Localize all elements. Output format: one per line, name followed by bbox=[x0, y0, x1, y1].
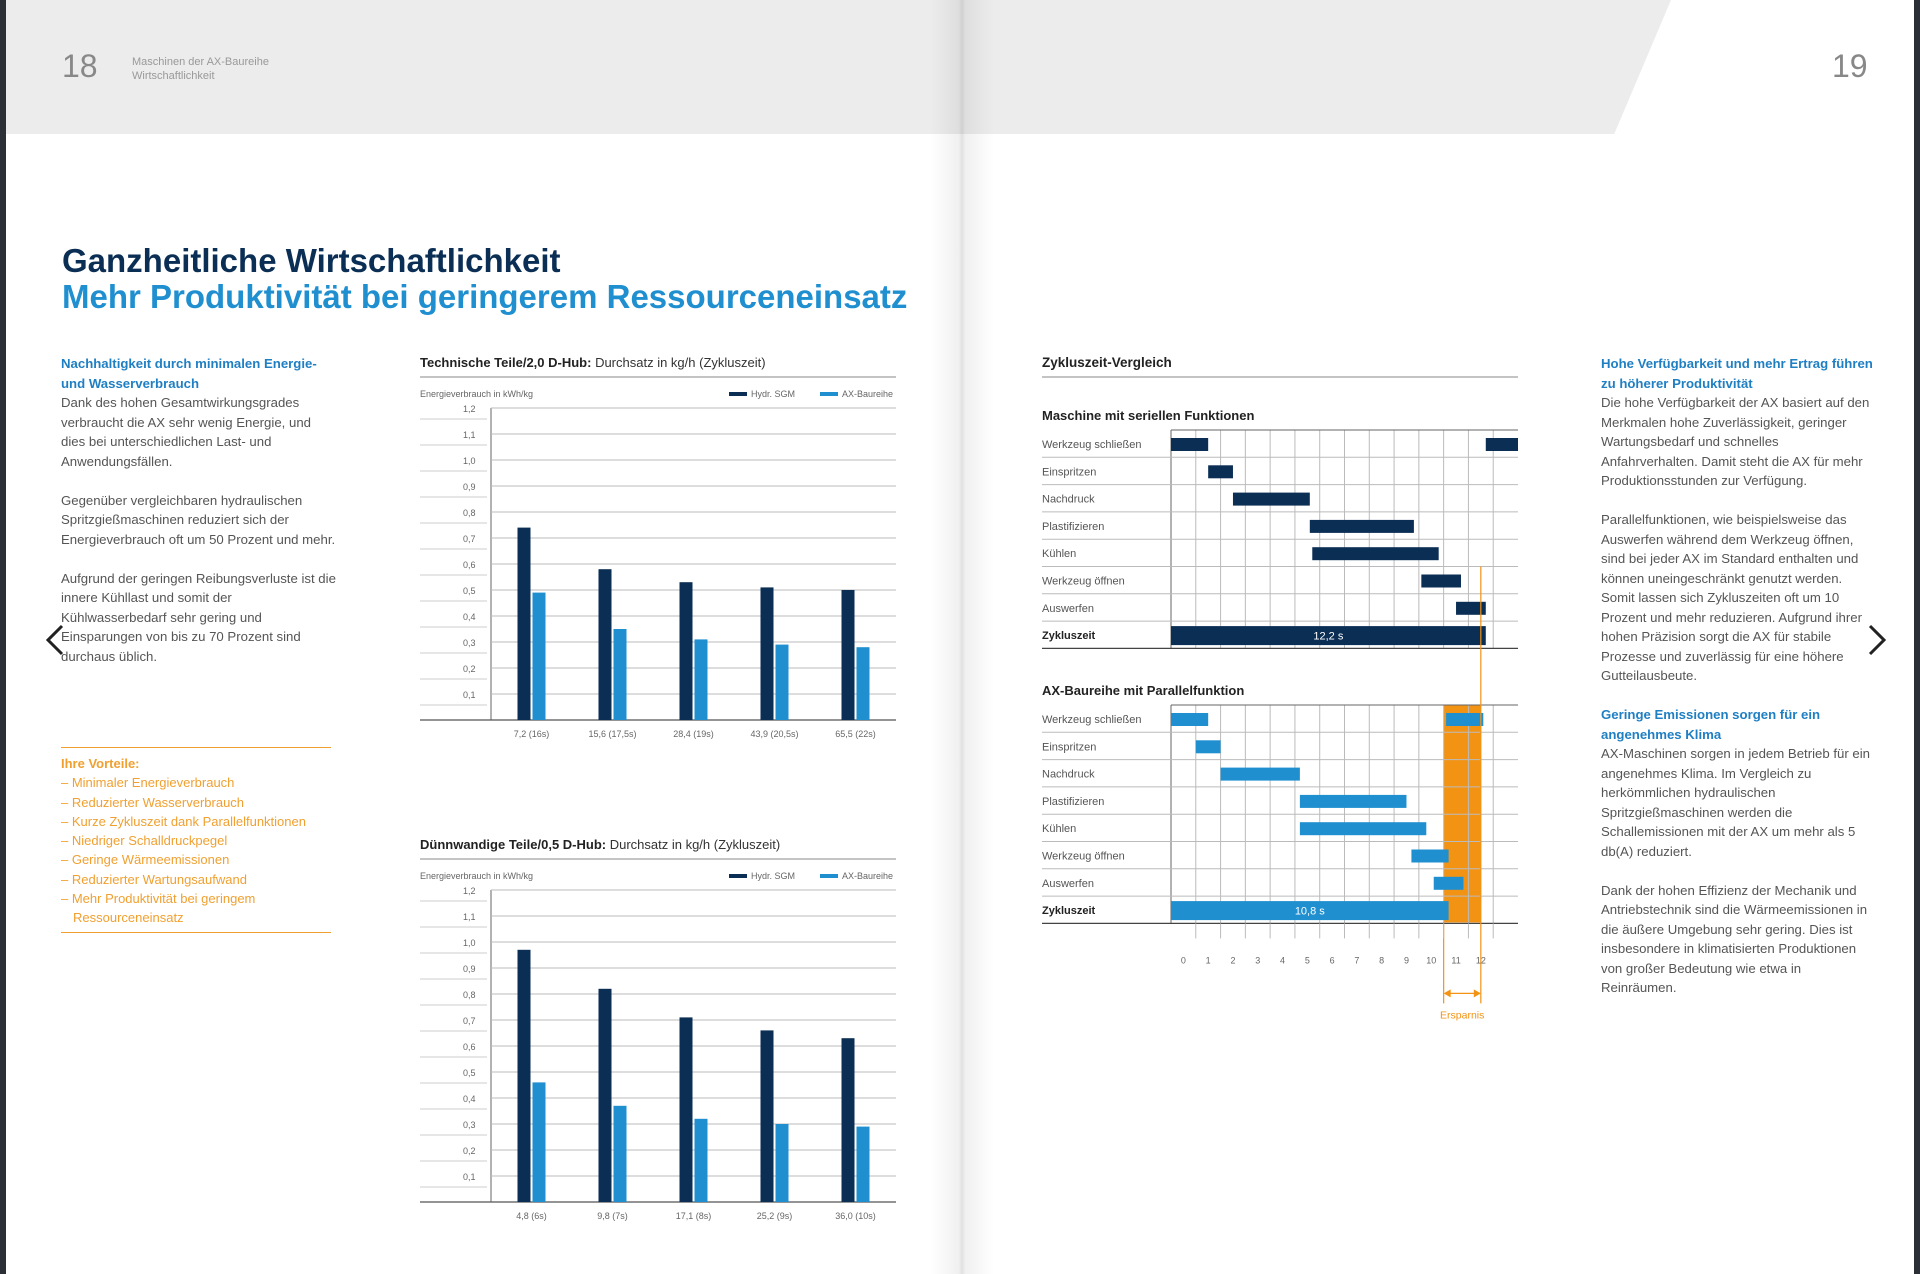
y-axis-label: Energieverbrauch in kWh/kg bbox=[420, 871, 534, 881]
x-tick-label: 7,2 (16s) bbox=[513, 729, 550, 739]
bar bbox=[680, 1017, 693, 1202]
running-head-line: Wirtschaftlichkeit bbox=[132, 70, 215, 82]
y-tick-label: 0,8 bbox=[463, 508, 476, 518]
chart-title-bold: Dünnwandige Teile/0,5 D-Hub: bbox=[420, 837, 607, 852]
legend-swatch bbox=[820, 874, 838, 878]
gantt-bar bbox=[1208, 465, 1233, 478]
y-tick-label: 0,6 bbox=[463, 1042, 476, 1052]
gantt-x-tick-label: 11 bbox=[1451, 955, 1461, 966]
chart-title: Zykluszeit-Vergleich bbox=[1042, 355, 1172, 370]
y-tick-label: 1,1 bbox=[463, 912, 476, 922]
y-tick-label: 1,0 bbox=[463, 456, 476, 466]
gantt-bar bbox=[1310, 520, 1414, 533]
y-tick-label: 0,2 bbox=[463, 664, 476, 674]
page-number-left: 18 bbox=[62, 48, 98, 84]
y-tick-label: 1,1 bbox=[463, 430, 476, 440]
advantage-item: – Reduzierter Wasserverbrauch bbox=[61, 794, 245, 810]
gantt-total-label: Zykluszeit bbox=[1042, 905, 1096, 918]
paragraph: AX-Maschinen sorgen in jedem Betrieb für ein angenehmes Klima. Im Vergleich zu herkömmlichen hydraulischen Spritzgießmaschinen werden die Schallemissionen mit der AX um mehr als 5 db(A) reduziert. bbox=[1601, 746, 1871, 859]
saving-label: Ersparnis bbox=[1440, 1009, 1485, 1022]
previous-page-arrow-icon[interactable] bbox=[38, 620, 74, 660]
gantt-row-label: Auswerfen bbox=[1042, 602, 1094, 615]
gantt-bar bbox=[1221, 768, 1300, 781]
gantt-group-title: Maschine mit seriellen Funktionen bbox=[1042, 408, 1255, 423]
running-head bbox=[132, 55, 269, 83]
x-tick-label: 28,4 (19s) bbox=[673, 729, 714, 739]
paragraph: Aufgrund der geringen Reibungsverluste ist die innere Kühllast und somit der Kühlwasserbedarf sehr gering und Einsparungen von bis zu 70 Prozent sind durchaus üblich. bbox=[61, 570, 336, 664]
next-page-arrow-icon[interactable] bbox=[1858, 620, 1894, 660]
bar bbox=[776, 1124, 789, 1202]
gantt-x-tick-label: 4 bbox=[1280, 955, 1286, 966]
gantt-bar bbox=[1434, 877, 1464, 890]
legend-label: Hydr. SGM bbox=[751, 871, 796, 881]
section-heading: Geringe Emissionen sorgen für ein angenehmes Klima bbox=[1601, 707, 1821, 742]
gantt-total-value: 10,8 s bbox=[1294, 905, 1325, 918]
chart-title-rest: Durchsatz in kg/h (Zykluszeit) bbox=[606, 837, 781, 852]
page-gutter bbox=[930, 0, 994, 1274]
advantage-item: – Geringe Wärmeemissionen bbox=[61, 852, 230, 868]
y-tick-label: 1,2 bbox=[463, 404, 476, 414]
y-tick-label: 0,9 bbox=[463, 482, 476, 492]
y-tick-label: 0,1 bbox=[463, 690, 476, 700]
y-tick-label: 0,1 bbox=[463, 1172, 476, 1182]
paragraph: Dank der hohen Effizienz der Mechanik und Antriebstechnik sind die Wärmeemissionen in die äußere Umgebung sehr gering. Dies ist insbesondere in klimatisierten Produktionen von großer Bedeutung wie etwa in Reinräumen. bbox=[1601, 882, 1868, 995]
gantt-bar bbox=[1486, 438, 1518, 451]
gantt-bar bbox=[1196, 740, 1221, 753]
bar bbox=[776, 645, 789, 720]
gantt-x-tick-label: 12 bbox=[1475, 955, 1486, 966]
legend-label: Hydr. SGM bbox=[751, 389, 796, 399]
y-tick-label: 0,3 bbox=[463, 638, 476, 648]
y-axis-label: Energieverbrauch in kWh/kg bbox=[420, 389, 534, 399]
bar bbox=[761, 587, 774, 720]
y-tick-label: 0,3 bbox=[463, 1120, 476, 1130]
gantt-x-tick-label: 7 bbox=[1354, 955, 1360, 966]
running-head-line: Maschinen der AX-Baureihe bbox=[132, 56, 269, 68]
advantages-title: Ihre Vorteile: bbox=[61, 756, 140, 771]
gantt-bar bbox=[1421, 575, 1461, 588]
legend-label: AX-Baureihe bbox=[842, 389, 894, 399]
gantt-row-label: Plastifizieren bbox=[1042, 795, 1105, 808]
advantages-box bbox=[61, 747, 331, 933]
gantt-total-value: 12,2 s bbox=[1313, 630, 1344, 643]
gantt-x-tick-label: 8 bbox=[1379, 955, 1385, 966]
section-heading: Hohe Verfügbarkeit und mehr Ertrag führen zu höherer Produktivität bbox=[1601, 356, 1873, 391]
y-tick-label: 0,4 bbox=[463, 612, 476, 622]
y-tick-label: 0,6 bbox=[463, 560, 476, 570]
gantt-bar bbox=[1171, 713, 1208, 726]
y-tick-label: 0,2 bbox=[463, 1146, 476, 1156]
bar-chart-technical-parts bbox=[416, 350, 906, 745]
x-tick-label: 65,5 (22s) bbox=[835, 729, 876, 739]
gantt-bar bbox=[1446, 713, 1483, 726]
bar bbox=[614, 629, 627, 720]
bar bbox=[599, 989, 612, 1202]
bar bbox=[533, 1082, 546, 1202]
gantt-row-label: Einspritzen bbox=[1042, 466, 1097, 479]
bar bbox=[680, 582, 693, 720]
bar bbox=[518, 950, 531, 1202]
gantt-row-label: Werkzeug schließen bbox=[1042, 439, 1142, 451]
x-tick-label: 36,0 (10s) bbox=[835, 1211, 876, 1221]
gantt-group-title: AX-Baureihe mit Parallelfunktion bbox=[1042, 683, 1245, 698]
saving-arrow-head-right bbox=[1474, 989, 1481, 997]
gantt-x-tick-label: 10 bbox=[1426, 955, 1437, 966]
brochure-spread bbox=[6, 0, 1914, 1274]
y-tick-label: 1,2 bbox=[463, 886, 476, 896]
legend-swatch bbox=[729, 392, 747, 396]
gantt-row-label: Werkzeug öffnen bbox=[1042, 850, 1125, 863]
gantt-bar bbox=[1300, 795, 1407, 808]
page-number-right: 19 bbox=[1832, 48, 1868, 84]
gantt-row-label: Einspritzen bbox=[1042, 741, 1097, 754]
gantt-bar bbox=[1300, 822, 1426, 835]
saving-arrow-head-left bbox=[1444, 989, 1451, 997]
bar bbox=[857, 1127, 870, 1202]
gantt-x-tick-label: 2 bbox=[1230, 955, 1236, 966]
gantt-bar bbox=[1411, 850, 1448, 863]
page-subtitle: Mehr Produktivität bei geringerem Ressourceneinsatz bbox=[62, 278, 908, 315]
gantt-bar bbox=[1312, 547, 1438, 560]
gantt-x-tick-label: 1 bbox=[1205, 955, 1211, 966]
gantt-bar bbox=[1233, 493, 1310, 506]
legend-swatch bbox=[820, 392, 838, 396]
gantt-row-label: Kühlen bbox=[1042, 823, 1077, 836]
section-heading: Nachhaltigkeit durch minimalen Energie- und Wasserverbrauch bbox=[61, 356, 317, 391]
x-tick-label: 9,8 (7s) bbox=[597, 1211, 628, 1221]
advantage-item: – Reduzierter Wartungsaufwand bbox=[61, 871, 247, 887]
gantt-row-label: Nachdruck bbox=[1042, 493, 1095, 506]
gantt-x-tick-label: 5 bbox=[1304, 955, 1310, 966]
gantt-x-tick-label: 6 bbox=[1329, 955, 1335, 966]
x-tick-label: 25,2 (9s) bbox=[756, 1211, 793, 1221]
chart-title bbox=[420, 837, 780, 852]
chart-title bbox=[420, 355, 766, 370]
gantt-row-label: Nachdruck bbox=[1042, 768, 1095, 781]
x-tick-label: 17,1 (8s) bbox=[675, 1211, 712, 1221]
paragraph: Gegenüber vergleichbaren hydraulischen Spritzgießmaschinen reduziert sich der Energieverbrauch oft um 50 Prozent und mehr. bbox=[61, 492, 336, 547]
bar bbox=[614, 1106, 627, 1202]
advantages-list bbox=[61, 773, 331, 927]
y-tick-label: 0,7 bbox=[463, 534, 476, 544]
bar bbox=[695, 639, 708, 720]
x-tick-label: 43,9 (20,5s) bbox=[750, 729, 799, 739]
y-tick-label: 0,8 bbox=[463, 990, 476, 1000]
gantt-row-label: Auswerfen bbox=[1042, 877, 1094, 890]
advantage-item: – Niedriger Schalldruckpegel bbox=[61, 833, 228, 849]
gantt-row-label: Werkzeug öffnen bbox=[1042, 575, 1125, 588]
bar bbox=[533, 593, 546, 720]
header-band-right bbox=[961, 0, 1671, 134]
gantt-row-label: Plastifizieren bbox=[1042, 520, 1105, 533]
advantage-item: – Mehr Produktivität bei geringem Ressourceneinsatz bbox=[61, 891, 256, 926]
bar bbox=[695, 1119, 708, 1202]
gantt-row-label: Werkzeug schließen bbox=[1042, 714, 1142, 726]
bar bbox=[599, 569, 612, 720]
bar-chart-thin-wall-parts bbox=[416, 832, 906, 1227]
gantt-x-tick-label: 0 bbox=[1180, 955, 1186, 966]
x-tick-label: 15,6 (17,5s) bbox=[588, 729, 637, 739]
gantt-x-tick-label: 9 bbox=[1403, 955, 1409, 966]
bar bbox=[842, 1038, 855, 1202]
y-tick-label: 0,7 bbox=[463, 1016, 476, 1026]
page-title: Ganzheitliche Wirtschaftlichkeit bbox=[62, 242, 561, 279]
left-text-column bbox=[61, 354, 336, 686]
gantt-row-label: Kühlen bbox=[1042, 548, 1077, 561]
legend-label: AX-Baureihe bbox=[842, 871, 894, 881]
paragraph: Die hohe Verfügbarkeit der AX basiert auf den Merkmalen hohe Zuverlässigkeit, geringer Wartungsbedarf und schnelles Anfahrverhalten. Damit steht die AX für mehr Produktionsstunden zur Verfügung. bbox=[1601, 395, 1870, 488]
legend-swatch bbox=[729, 874, 747, 878]
y-tick-label: 0,5 bbox=[463, 586, 476, 596]
chart-title-bold: Technische Teile/2,0 D-Hub: bbox=[420, 355, 592, 370]
bar bbox=[857, 647, 870, 720]
y-tick-label: 0,5 bbox=[463, 1068, 476, 1078]
gantt-bar bbox=[1171, 438, 1208, 451]
cycle-time-gantt-chart bbox=[1036, 350, 1536, 1040]
bar bbox=[842, 590, 855, 720]
paragraph: Parallelfunktionen, wie beispielsweise das Auswerfen während dem Werkzeug öffnen, sind bei jeder AX im Standard enthalten und können uneingeschränkt genutzt werden. Somit lassen sich Zykluszeiten oft um 10 Prozent und mehr reduzieren. Aufgrund ihrer hohen Präzision sorgt die AX für stabile Prozesse und zuverlässig für eine höhere Gutteilausbeute. bbox=[1601, 512, 1862, 683]
y-tick-label: 1,0 bbox=[463, 938, 476, 948]
bar bbox=[761, 1030, 774, 1202]
y-tick-label: 0,9 bbox=[463, 964, 476, 974]
bar bbox=[518, 528, 531, 720]
y-tick-label: 0,4 bbox=[463, 1094, 476, 1104]
chart-title-rest: Durchsatz in kg/h (Zykluszeit) bbox=[591, 355, 766, 370]
x-tick-label: 4,8 (6s) bbox=[516, 1211, 547, 1221]
gantt-total-label: Zykluszeit bbox=[1042, 630, 1096, 643]
advantage-item: – Kurze Zykluszeit dank Parallelfunktionen bbox=[61, 813, 306, 829]
paragraph: Dank des hohen Gesamtwirkungsgrades verbraucht die AX sehr wenig Energie, und dies bei unterschiedlichen Last- und Anwendungsfällen. bbox=[61, 395, 311, 469]
gantt-x-tick-label: 3 bbox=[1255, 955, 1261, 966]
right-text-column bbox=[1601, 354, 1876, 1017]
advantage-item: – Minimaler Energieverbrauch bbox=[61, 775, 235, 791]
